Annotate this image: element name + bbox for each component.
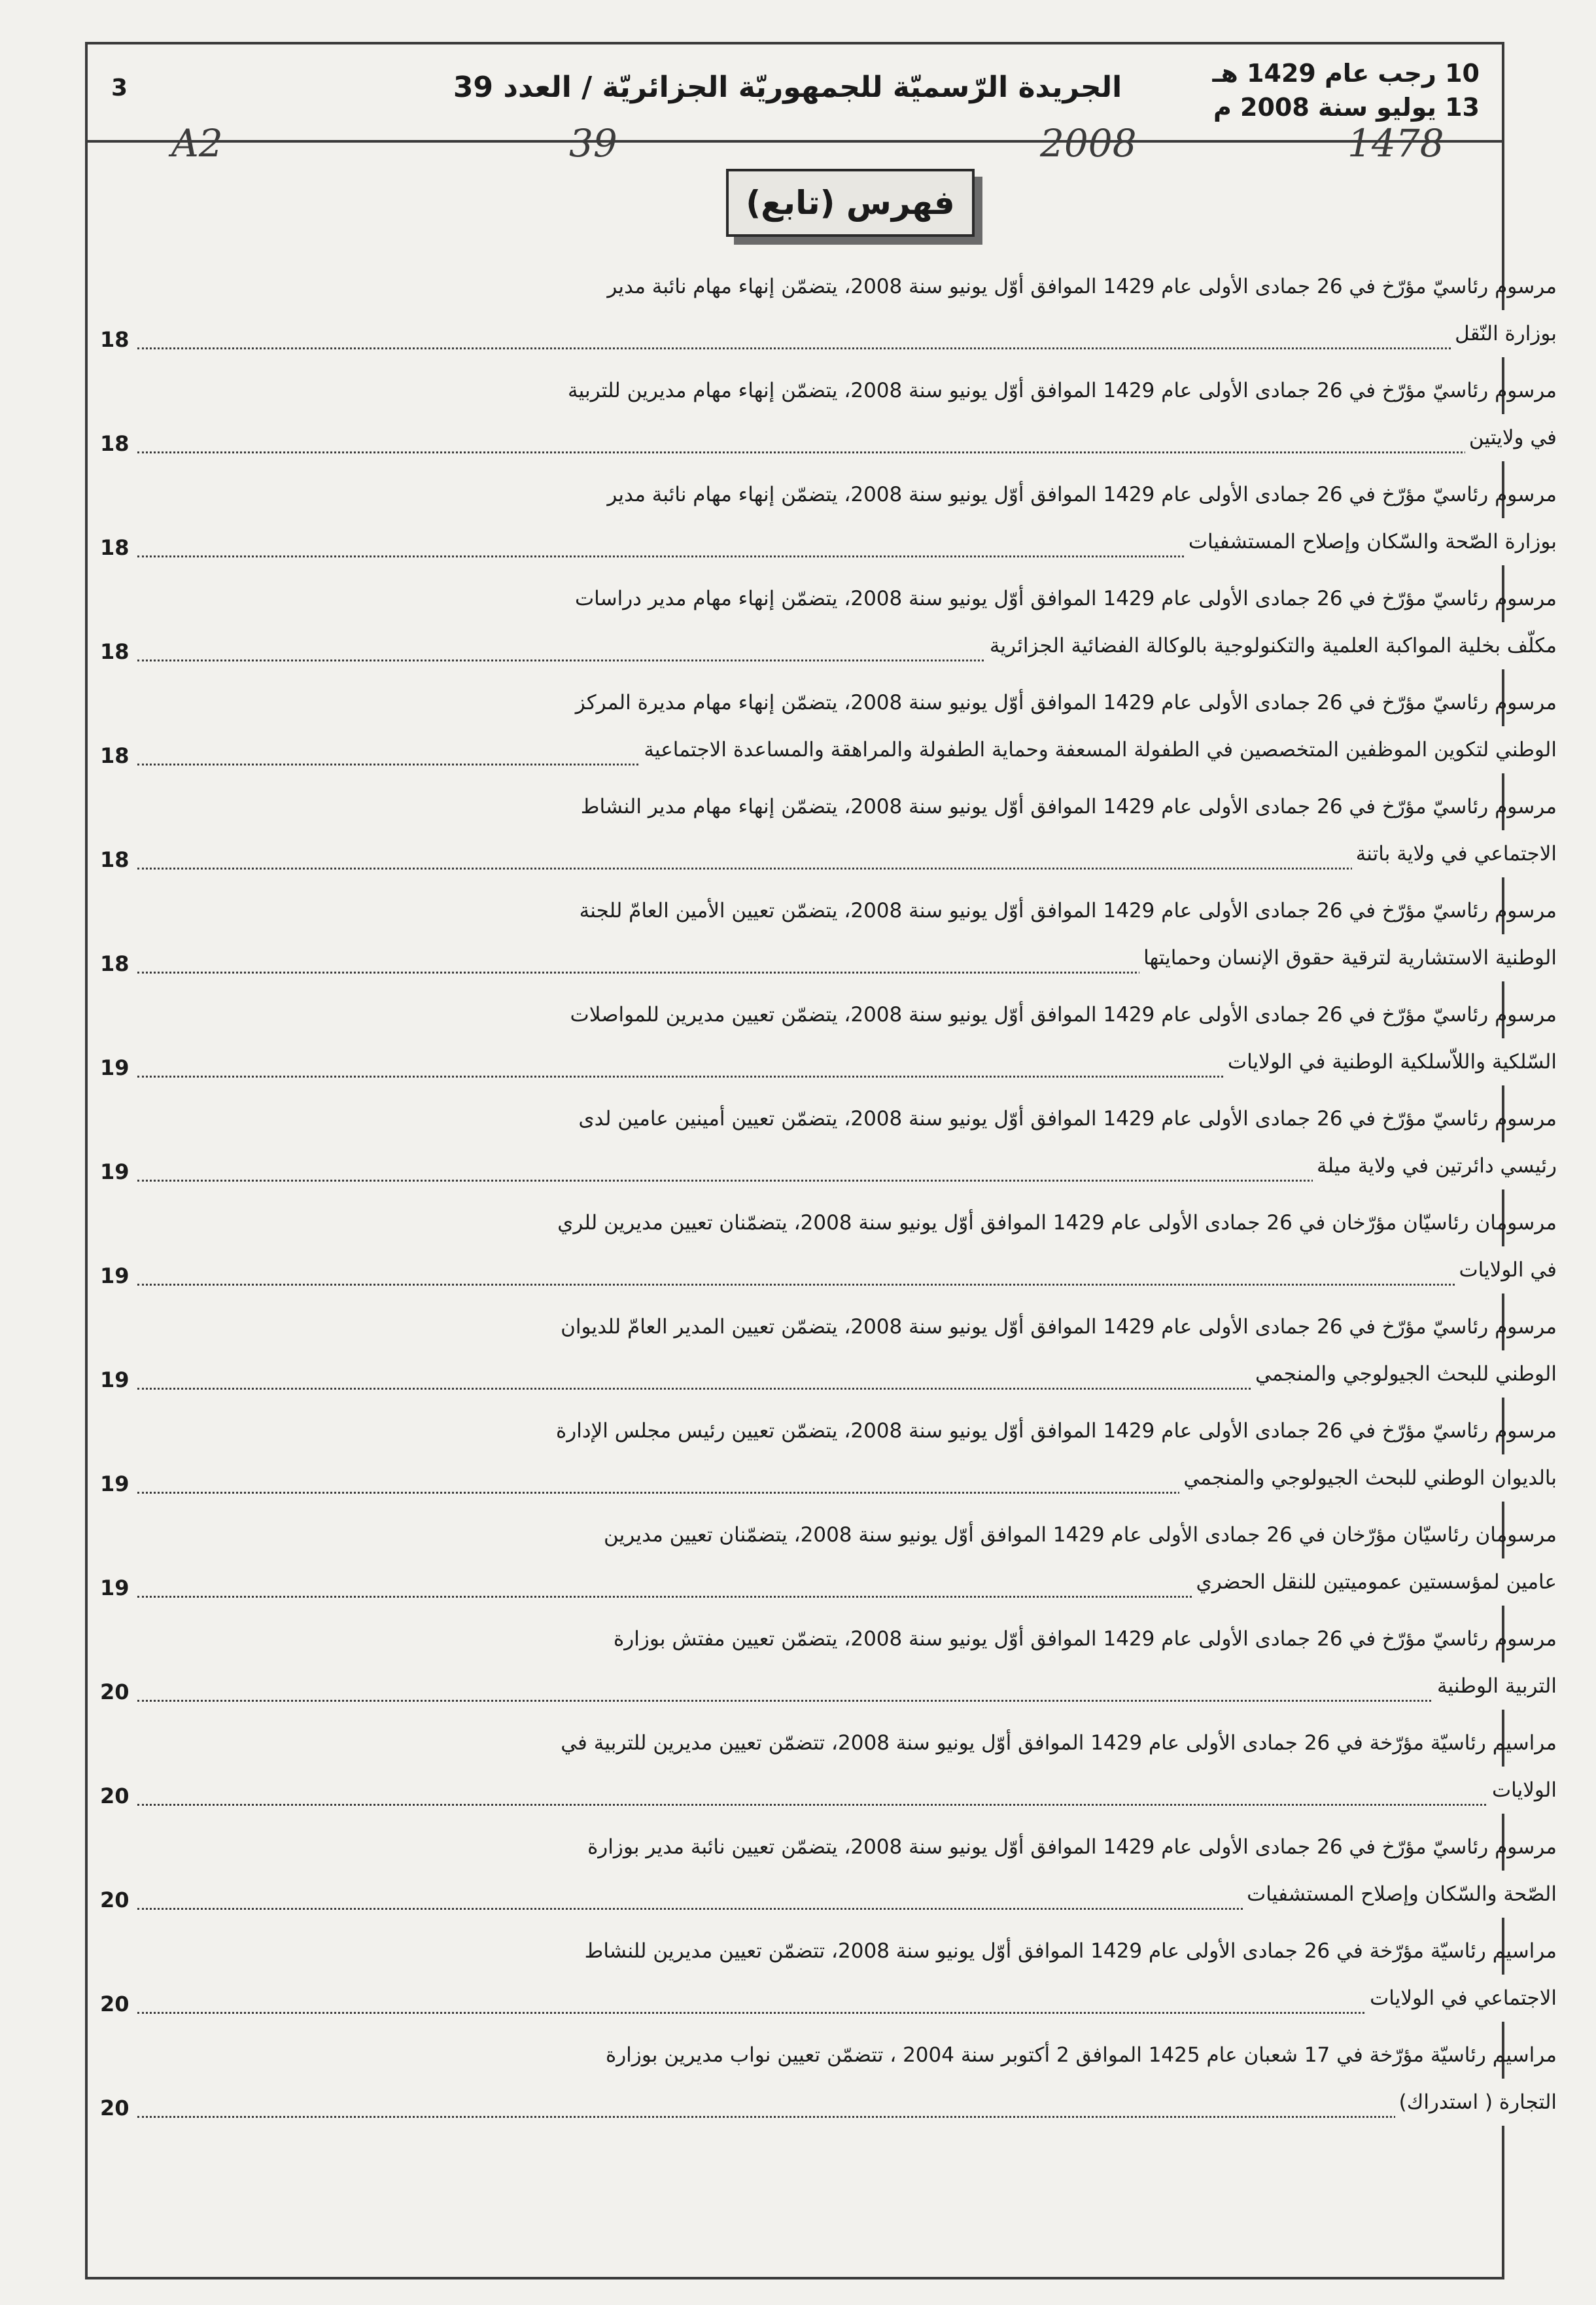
entry-line-1: مراسيم رئاسيّة مؤرّخة في 26 جمادى الأولى عام 1429 الموافق أوّل يونيو سنة 2008، تتضمّن تعيين مديرين للنشاط	[584, 1939, 1557, 1963]
entry-line-2: بوزارة الصّحة والسّكان وإصلاح المستشفيات	[1185, 518, 1557, 565]
entry-page: 19	[100, 1471, 130, 1496]
entry-page: 20	[100, 1888, 130, 1912]
entry-line-1: مرسوم رئاسيّ مؤرّخ في 26 جمادى الأولى عام 1429 الموافق أوّل يونيو سنة 2008، يتضمّن إنهاء مهام مدير دراسات	[574, 587, 1557, 610]
entry-line-2: رئيسي دائرتين في ولاية ميلة	[1313, 1142, 1557, 1189]
entry-line-1: مرسوم رئاسيّ مؤرّخ في 26 جمادى الأولى عام 1429 الموافق أوّل يونيو سنة 2008، يتضمّن تعيين مفتش بوزارة	[614, 1627, 1557, 1651]
index-entry	[0, 2032, 1596, 2130]
entry-line-1: مرسومان رئاسيّان مؤرّخان في 26 جمادى الأولى عام 1429 الموافق أوّل يونيو سنة 2008، يتضمّنان تعيين مديرين للري	[557, 1211, 1557, 1235]
entry-line-2: بوزارة النّقل	[1451, 310, 1557, 357]
entry-line-2: بالديوان الوطني للبحث الجيولوجي والمنجمي	[1179, 1454, 1557, 1502]
entry-line-1: مرسوم رئاسيّ مؤرّخ في 26 جمادى الأولى عام 1429 الموافق أوّل يونيو سنة 2008، يتضمّن إنهاء مهام مديرة المركز	[575, 691, 1557, 714]
entry-line-1: مرسوم رئاسيّ مؤرّخ في 26 جمادى الأولى عام 1429 الموافق أوّل يونيو سنة 2008، يتضمّن تعيين نائبة مدير بوزارة	[587, 1835, 1557, 1859]
entry-page: 20	[100, 1784, 130, 1808]
index-entry	[0, 1927, 1596, 2026]
entry-line-2: في الولايات	[1455, 1246, 1557, 1293]
entry-line-2: الوطني لتكوين الموظفين المتخصصين في الطفولة المسعفة وحماية الطفولة والمراهقة والمساعدة الاجتماعية	[640, 726, 1557, 773]
entry-line-2: الوطنية الاستشارية لترقية حقوق الإنسان وحمايتها	[1139, 934, 1557, 981]
index-entry	[0, 887, 1596, 985]
entry-page: 19	[100, 1575, 130, 1600]
entry-page: 18	[100, 743, 130, 768]
page-header	[88, 44, 1502, 143]
index-entry	[0, 1615, 1596, 1714]
entry-line-1: مرسوم رئاسيّ مؤرّخ في 26 جمادى الأولى عام 1429 الموافق أوّل يونيو سنة 2008، يتضمّن تعيين رئيس مجلس الإدارة	[555, 1419, 1557, 1443]
handwritten-code: 1478	[1347, 121, 1444, 166]
entry-page: 18	[100, 327, 130, 352]
index-entry	[0, 1719, 1596, 1818]
entry-line-1: مرسوم رئاسيّ مؤرّخ في 26 جمادى الأولى عام 1429 الموافق أوّل يونيو سنة 2008، يتضمّن إنهاء مهام مديرين للتربية	[567, 379, 1557, 402]
entry-page: 19	[100, 1159, 130, 1184]
entry-line-2: الوطني للبحث الجيولوجي والمنجمي	[1251, 1350, 1557, 1398]
entry-line-2: الصّحة والسّكان وإصلاح المستشفيات	[1243, 1871, 1557, 1918]
index-entry	[0, 263, 1596, 361]
date-gregorian: 13 يوليو سنة 2008 م	[1213, 93, 1480, 122]
index-entry	[0, 1511, 1596, 1610]
entry-line-1: مرسوم رئاسيّ مؤرّخ في 26 جمادى الأولى عام 1429 الموافق أوّل يونيو سنة 2008، يتضمّن تعيين المدير العامّ للديوان	[561, 1315, 1557, 1339]
entry-line-1: مرسوم رئاسيّ مؤرّخ في 26 جمادى الأولى عام 1429 الموافق أوّل يونيو سنة 2008، يتضمّن إنهاء مهام مدير النشاط	[580, 795, 1557, 818]
entry-line-1: مرسوم رئاسيّ مؤرّخ في 26 جمادى الأولى عام 1429 الموافق أوّل يونيو سنة 2008، يتضمّن تعيين مديرين للمواصلات	[570, 1003, 1557, 1027]
date-hijri: 10 رجب عام 1429 هـ	[1212, 59, 1480, 88]
entry-line-2: الاجتماعي في الولايات	[1366, 1975, 1557, 2022]
index-entry	[0, 1199, 1596, 1297]
entry-page: 20	[100, 1680, 130, 1704]
index-entry	[0, 1303, 1596, 1401]
journal-title: الجريدة الرّسميّة للجمهوريّة الجزائريّة / العدد 39	[453, 71, 1122, 104]
index-entry	[0, 367, 1596, 465]
entry-line-1: مراسيم رئاسيّة مؤرّخة في 17 شعبان عام 1425 الموافق 2 أكتوبر سنة 2004 ، تتضمّن تعيين نواب مديرين بوزارة	[605, 2043, 1557, 2067]
index-entry	[0, 575, 1596, 673]
entry-line-1: مرسوم رئاسيّ مؤرّخ في 26 جمادى الأولى عام 1429 الموافق أوّل يونيو سنة 2008، يتضمّن تعيين الأمين العامّ للجنة	[579, 899, 1557, 923]
index-entry	[0, 783, 1596, 881]
entry-line-1: مراسيم رئاسيّة مؤرّخة في 26 جمادى الأولى عام 1429 الموافق أوّل يونيو سنة 2008، تتضمّن تعيين مديرين للتربية في	[561, 1731, 1557, 1755]
entry-page: 18	[100, 639, 130, 664]
page-number: 3	[111, 75, 128, 101]
entry-page: 20	[100, 1992, 130, 2016]
entry-page: 19	[100, 1367, 130, 1392]
handwritten-number: 39	[569, 121, 617, 166]
entry-line-2: السّلكية واللاّسلكية الوطنية في الولايات	[1224, 1038, 1557, 1085]
entry-line-2: الولايات	[1488, 1767, 1557, 1814]
entry-page: 20	[100, 2096, 130, 2120]
index-entry	[0, 1095, 1596, 1193]
index-entry	[0, 471, 1596, 569]
entry-line-1: مرسوم رئاسيّ مؤرّخ في 26 جمادى الأولى عام 1429 الموافق أوّل يونيو سنة 2008، يتضمّن إنهاء مهام نائبة مدير	[607, 275, 1557, 298]
entry-page: 19	[100, 1263, 130, 1288]
entry-line-1: مرسوم رئاسيّ مؤرّخ في 26 جمادى الأولى عام 1429 الموافق أوّل يونيو سنة 2008، يتضمّن تعيين أمينين عامين لدى	[578, 1107, 1557, 1131]
index-entry	[0, 679, 1596, 777]
entry-line-2: عامين لمؤسستين عموميتين للنقل الحضري	[1192, 1558, 1557, 1606]
index-entry	[0, 1407, 1596, 1505]
entry-line-2: في ولايتين	[1465, 414, 1557, 461]
handwritten-mark-left: A2	[171, 121, 223, 166]
entry-line-1: مرسومان رئاسيّان مؤرّخان في 26 جمادى الأولى عام 1429 الموافق أوّل يونيو سنة 2008، يتضمّنان تعيين مديرين	[603, 1523, 1557, 1547]
issue-date	[1213, 56, 1480, 124]
index-entry	[0, 991, 1596, 1089]
entry-page: 19	[100, 1055, 130, 1080]
index-entry	[0, 1823, 1596, 1922]
entry-line-1: مرسوم رئاسيّ مؤرّخ في 26 جمادى الأولى عام 1429 الموافق أوّل يونيو سنة 2008، يتضمّن إنهاء مهام نائبة مدير	[607, 483, 1557, 506]
entry-page: 18	[100, 951, 130, 976]
section-title: فهرس (تابع)	[726, 169, 975, 237]
entry-page: 18	[100, 431, 130, 456]
entry-page: 18	[100, 535, 130, 560]
handwritten-year: 2008	[1040, 121, 1137, 166]
entry-line-2: الاجتماعي في ولاية باتنة	[1352, 830, 1557, 877]
entry-page: 18	[100, 847, 130, 872]
entry-line-2: التربية الوطنية	[1433, 1663, 1557, 1710]
entry-line-2: التجارة ( استدراك)	[1395, 2079, 1557, 2126]
entry-line-2: مكلّف بخلية المواكبة العلمية والتكنولوجية بالوكالة الفضائية الجزائرية	[986, 622, 1557, 669]
